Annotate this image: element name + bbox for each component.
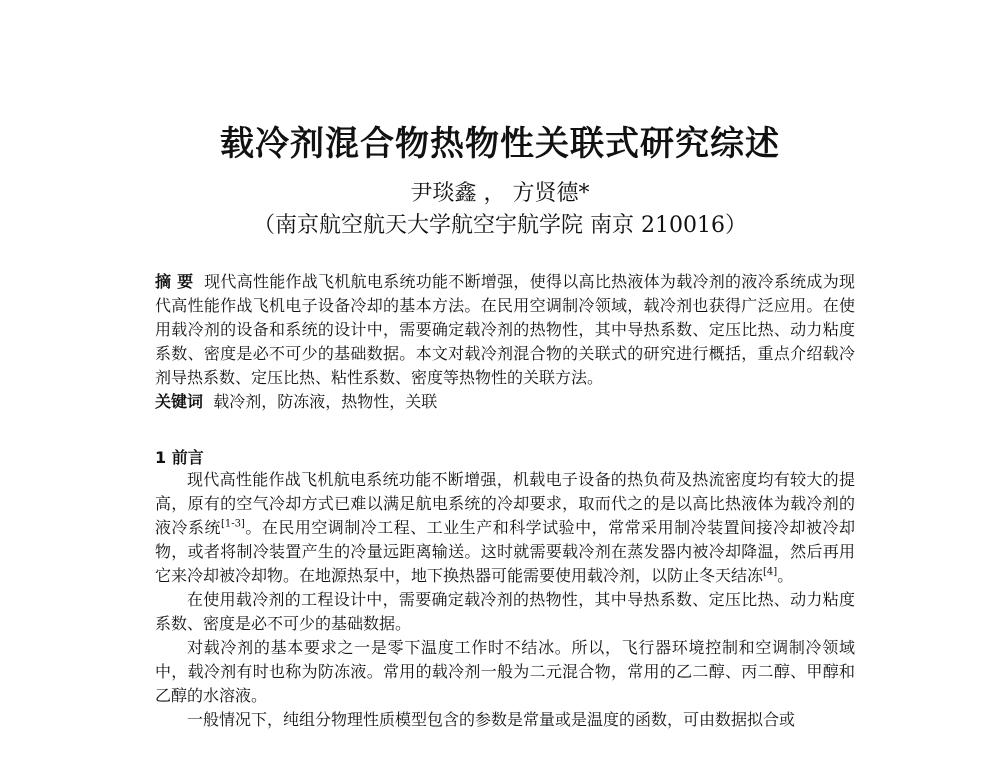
keywords-text: 载冷剂，防冻液，热物性，关联 [213,392,438,411]
paper-authors: 尹琰鑫 ， 方贤德* [410,181,590,206]
body-paragraph-1 [155,468,855,588]
abstract-label: 摘 要 [155,272,194,291]
section-body [155,468,855,732]
abstract-text: 现代高性能作战飞机航电系统功能不断增强，使得以高比热液体为载冷剂的液冷系统成为现代高性能作战飞机电子设备冷却的基本方法。在民用空调制冷领域，载冷剂也获得广泛应用。在使用载冷剂的设备和系统的设计中，需要确定载冷剂的热物性，其中导热系数、定压比热、动力粘度系数、密度是必不可少的基础数据。本文对载冷剂混合物的关联式的研究进行概括，重点介绍载冷剂导热系数、定压比热、粘性系数、密度等热物性的关联方法。 [155,272,855,387]
keywords-label: 关键词 [155,392,204,411]
abstract-paragraph [155,270,855,390]
para1-text-c: 。 [777,566,794,585]
paper-affiliation: （南京航空航天大学航空宇航学院 南京 210016） [253,213,747,238]
body-paragraph-4: 一般情况下，纯组分物理性质模型包含的参数是常量或是温度的函数，可由数据拟合或 [187,710,796,729]
para1-text-b: 。在民用空调制冷工程、工业生产和科学试验中，常常采用制冷装置间接冷却被冷却物，或者将制冷装置产生的冷量远距离输送。这时就需要载冷剂在蒸发器内被冷却降温，然后再用它来冷却被冷却物。在地源热泵中，地下换热器可能需要使用载冷剂，以防止冬天结冻 [155,518,855,585]
keywords-paragraph [155,390,855,414]
abstract-block [155,270,855,414]
para1-text-a: 现代高性能作战飞机航电系统功能不断增强，机载电子设备的热负荷及热流密度均有较大的提高，原有的空气冷却方式已难以满足航电系统的冷却要求，取而代之的是以高比热液体为载冷剂的液冷系统 [155,470,855,537]
body-paragraph-3: 对载冷剂的基本要求之一是零下温度工作时不结冰。所以，飞行器环境控制和空调制冷领域中，载冷剂有时也称为防冻液。常用的载冷剂一般为二元混合物，常用的乙二醇、丙二醇、甲醇和乙醇的水溶液。 [155,638,855,705]
citation-1-3: [1-3] [220,518,245,530]
paper-title: 载冷剂混合物热物性关联式研究综述 [220,124,780,164]
section-heading-introduction: 1 前言 [155,448,204,467]
citation-4: [4] [763,566,778,578]
body-paragraph-2: 在使用载冷剂的工程设计中，需要确定载冷剂的热物性，其中导热系数、定压比热、动力粘度系数、密度是必不可少的基础数据。 [155,590,855,633]
